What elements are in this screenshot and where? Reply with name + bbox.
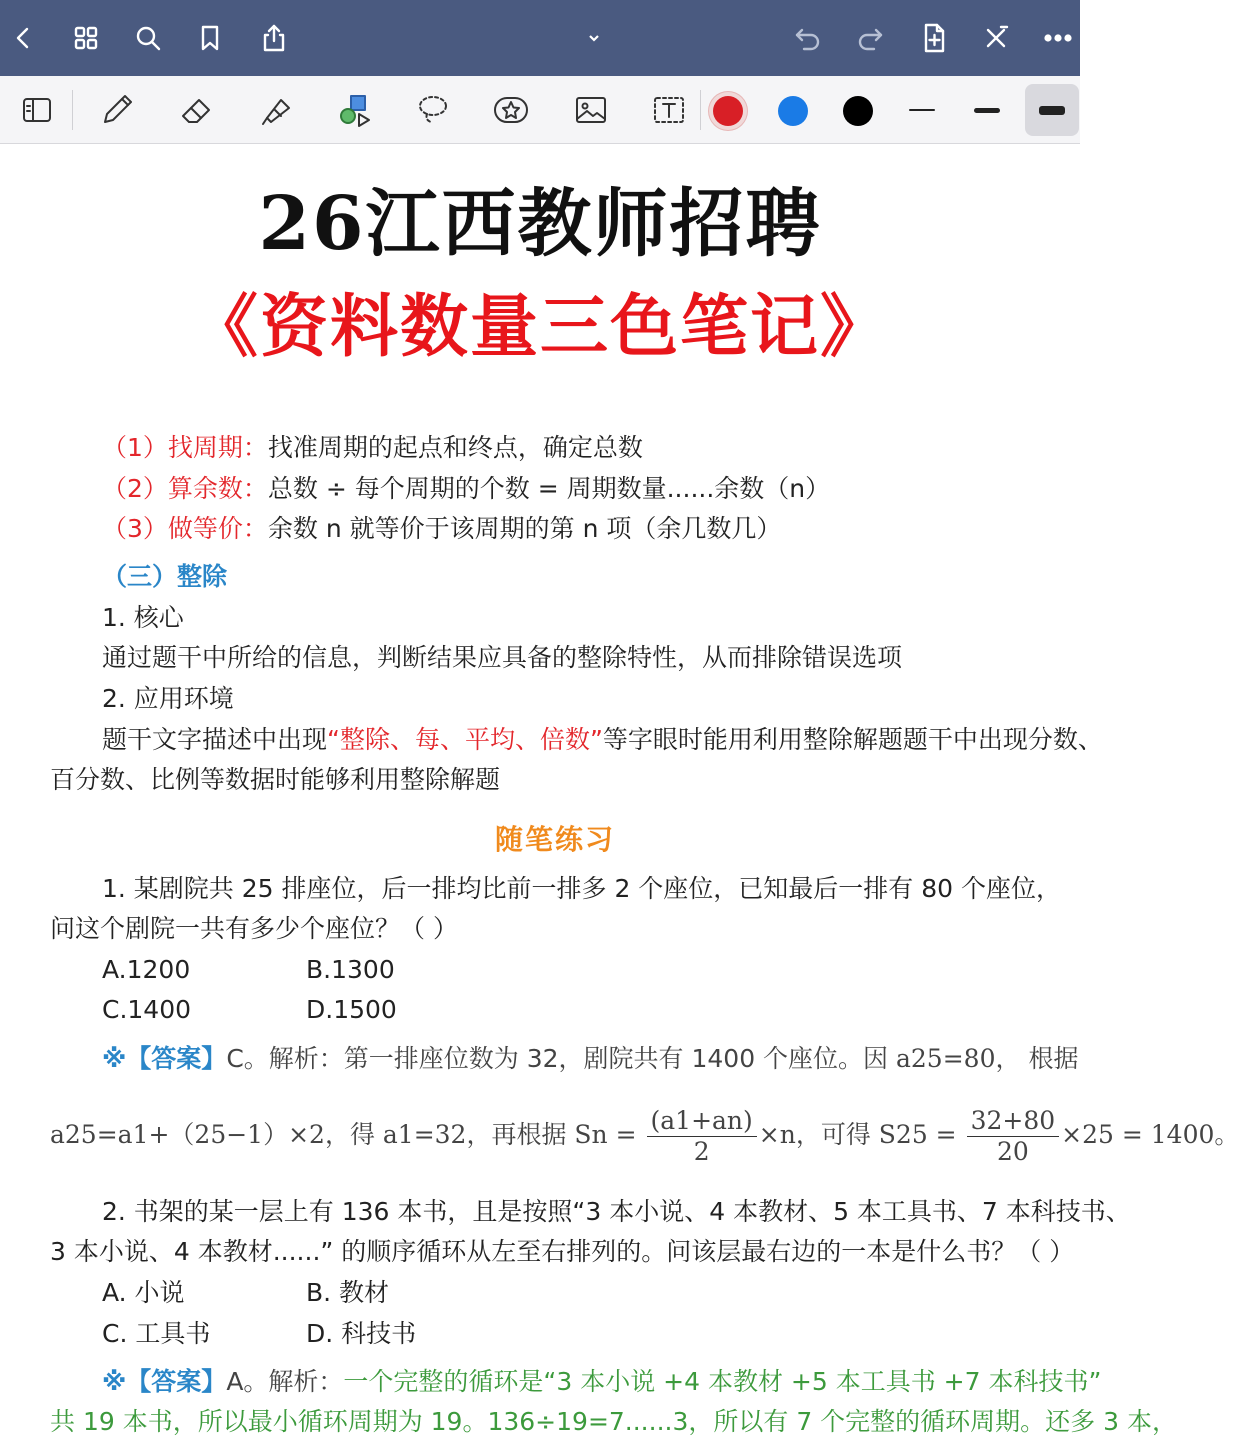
answer-text: C。解析：第一排座位数为 32，剧院共有 1400 个座位。因: [226, 1044, 889, 1073]
fraction-2: [967, 1106, 1060, 1167]
toolbar-divider: [700, 90, 701, 130]
q2-answer: [102, 1365, 1101, 1399]
color-swatch-red[interactable]: [713, 96, 743, 126]
q1-option-d: D.1500: [306, 995, 397, 1024]
step-text: 总数 ÷ 每个周期的个数 = 周期数量......余数（n）: [267, 474, 831, 503]
answer-text-1: 一个完整的循环是“3 本小说 +4 本教材 +5 本工具书 +7 本科技书”: [343, 1367, 1102, 1396]
fraction-1-denominator: 2: [693, 1137, 710, 1166]
sidebar-icon[interactable]: [10, 84, 64, 136]
answer-tail: 根据: [1028, 1044, 1079, 1073]
image-icon[interactable]: [564, 84, 618, 136]
core-heading: 1. 核心: [102, 603, 184, 632]
step-text: 找准周期的起点和终点，确定总数: [267, 433, 643, 462]
color-swatch-black[interactable]: [843, 96, 873, 126]
step-label: （1）找周期：: [102, 433, 268, 462]
answer-mark: ※【答案】: [102, 1367, 227, 1396]
search-icon[interactable]: [124, 14, 172, 62]
formula-sn: Sn =: [574, 1120, 637, 1149]
page-subtitle: 《资料数量三色笔记》: [189, 287, 890, 367]
section-heading: （三）整除: [102, 562, 228, 591]
step-2: [102, 472, 830, 506]
back-icon[interactable]: [0, 14, 48, 62]
undo-icon[interactable]: [784, 14, 832, 62]
env-heading: 2. 应用环境: [102, 684, 234, 713]
add-page-icon[interactable]: [910, 14, 958, 62]
q1-formula: [50, 1105, 1239, 1167]
shapes-icon[interactable]: [328, 84, 382, 136]
note-page[interactable]: [0, 145, 1239, 1440]
answer-mark: ※【答案】: [102, 1044, 227, 1073]
page-title: 26江西教师招聘: [258, 181, 822, 267]
share-icon[interactable]: [250, 14, 298, 62]
stroke-width-thin[interactable]: [895, 84, 949, 136]
formula-a: a25=a1+（25−1）×2，得 a1=32，再根据: [50, 1120, 567, 1149]
stroke-width-thick[interactable]: [1025, 84, 1079, 136]
q2-option-a: A. 小说: [102, 1278, 185, 1307]
practice-heading: 随笔练习: [494, 823, 615, 856]
env-text: [102, 723, 1103, 757]
formula-mid: ×n，可得: [758, 1120, 871, 1149]
q2-answer-line2: 共 19 本书，所以最小循环周期为 19。136÷19=7......3，所以有 7 个完整的循环周期。还多 3 本，: [50, 1407, 1177, 1436]
q1-option-c: C.1400: [102, 995, 192, 1024]
q1-answer: [102, 1042, 1078, 1076]
q1-line1: 1. 某剧院共 25 排座位，后一排均比前一排多 2 个座位，已知最后一排有 80 个座位，: [102, 874, 1062, 903]
q1-option-b: B.1300: [306, 955, 395, 984]
step-text: 余数 n 就等价于该周期的第 n 项（余几数几）: [267, 514, 782, 543]
chevron-down-icon[interactable]: [582, 26, 612, 56]
close-icon[interactable]: [972, 14, 1020, 62]
q2-option-d: D. 科技书: [306, 1319, 417, 1348]
env-text-a: 题干文字描述中出现: [102, 725, 328, 754]
env-keywords: “整除、每、平均、倍数”: [327, 725, 603, 754]
fraction-2-numerator: 32+80: [967, 1106, 1060, 1137]
top-navigation-bar: [0, 0, 1080, 76]
q2-line1: 2. 书架的某一层上有 136 本书，且是按照“3 本小说、4 本教材、5 本工具书、7 本科技书、: [102, 1197, 1131, 1226]
grid-icon[interactable]: [62, 14, 110, 62]
formula-end: ×25 = 1400。: [1061, 1120, 1239, 1149]
color-swatch-blue[interactable]: [778, 96, 808, 126]
drawing-toolbar: [0, 76, 1080, 144]
step-1: [102, 431, 643, 465]
q2-option-b: B. 教材: [306, 1278, 390, 1307]
formula-s25: S25 =: [878, 1120, 957, 1149]
step-label: （3）做等价：: [102, 514, 268, 543]
text-icon[interactable]: [642, 84, 696, 136]
pen-icon[interactable]: [90, 84, 144, 136]
fraction-1-numerator: (a1+an): [647, 1106, 757, 1137]
core-text: 通过题干中所给的信息，判断结果应具备的整除特性，从而排除错误选项: [102, 643, 903, 672]
toolbar-divider: [72, 90, 73, 130]
fraction-1: [647, 1106, 757, 1167]
stroke-width-medium[interactable]: [960, 84, 1014, 136]
env-text-c: 百分数、比例等数据时能够利用整除解题: [50, 765, 501, 794]
fraction-2-denominator: 20: [996, 1137, 1029, 1166]
q1-option-a: A.1200: [102, 955, 191, 984]
q2-line2: 3 本小说、4 本教材......” 的顺序循环从左至右排列的。问该层最右边的一本是什么书？（ ）: [50, 1237, 1075, 1266]
bookmark-icon[interactable]: [186, 14, 234, 62]
env-text-b: 等字眼时能用利用整除解题题干中出现分数、: [602, 725, 1103, 754]
q2-option-c: C. 工具书: [102, 1319, 211, 1348]
answer-a: A。解析：: [226, 1367, 344, 1396]
more-icon[interactable]: [1034, 14, 1082, 62]
redo-icon[interactable]: [846, 14, 894, 62]
answer-eq1: a25=80，: [896, 1044, 1021, 1073]
step-3: [102, 512, 781, 546]
eraser-icon[interactable]: [170, 84, 224, 136]
highlighter-icon[interactable]: [250, 84, 304, 136]
lasso-icon[interactable]: [406, 84, 460, 136]
q1-line2: 问这个剧院一共有多少个座位？（ ）: [50, 914, 458, 943]
step-label: （2）算余数：: [102, 474, 268, 503]
sticker-icon[interactable]: [484, 84, 538, 136]
